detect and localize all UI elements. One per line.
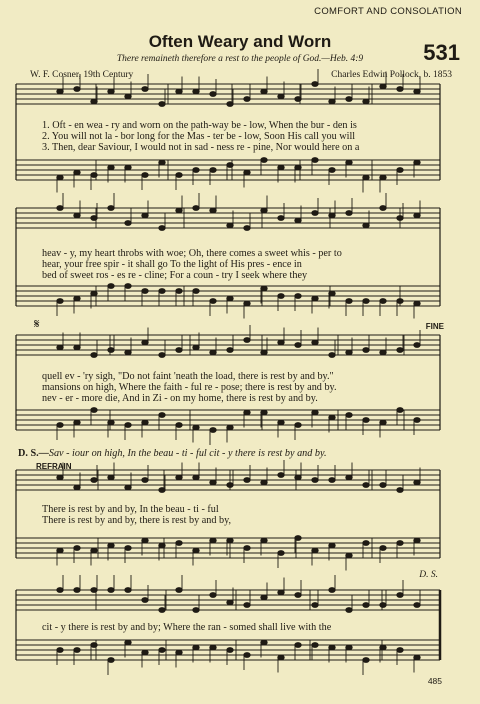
note-head — [227, 163, 233, 168]
note-head — [210, 350, 216, 355]
note-head — [176, 289, 182, 294]
note-head — [57, 299, 63, 304]
note-head — [193, 608, 199, 613]
note-head — [57, 175, 63, 180]
note-head — [125, 221, 131, 226]
note-head — [278, 94, 284, 99]
note-head — [125, 588, 131, 593]
note-head — [295, 593, 301, 598]
note-head — [57, 548, 63, 553]
note-head — [363, 175, 369, 180]
refrain-lyric-line: There is rest by and by, In the beau - ti - ful — [42, 504, 219, 515]
note-head — [74, 170, 80, 175]
note-head — [125, 423, 131, 428]
note-head — [346, 645, 352, 650]
note-head — [57, 648, 63, 653]
note-head — [414, 160, 420, 165]
note-head — [278, 551, 284, 556]
note-head — [414, 301, 420, 306]
note-head — [261, 158, 267, 163]
note-head — [346, 413, 352, 418]
note-head — [176, 173, 182, 178]
note-head — [159, 289, 165, 294]
note-head — [329, 99, 335, 104]
note-head — [397, 216, 403, 221]
note-head — [346, 97, 352, 102]
note-head — [329, 415, 335, 420]
page-number: 485 — [427, 676, 442, 686]
note-head — [125, 350, 131, 355]
note-head — [278, 420, 284, 425]
lyric-line: heav - y, my heart throbs with woe; Oh, there comes a sweet whis - per to — [42, 248, 342, 259]
note-head — [193, 289, 199, 294]
note-head — [159, 608, 165, 613]
note-head — [74, 87, 80, 92]
lyric-line: 2. You will not la - bor long for the Mas - ter be - low, Soon His call you will — [42, 131, 356, 142]
note-head — [210, 168, 216, 173]
note-head — [108, 165, 114, 170]
note-head — [91, 99, 97, 104]
note-head — [380, 645, 386, 650]
note-head — [125, 165, 131, 170]
note-head — [193, 206, 199, 211]
segno-sign: 𝄋 — [34, 316, 40, 331]
note-head — [346, 160, 352, 165]
note-head — [125, 640, 131, 645]
note-head — [125, 546, 131, 551]
note-head — [108, 475, 114, 480]
note-head — [295, 218, 301, 223]
note-head — [346, 475, 352, 480]
note-head — [227, 348, 233, 353]
note-head — [74, 648, 80, 653]
ds-text: Sav - iour on high, In the beau - ti - ful cit - y there is rest by and by. — [48, 448, 327, 459]
note-head — [108, 206, 114, 211]
note-head — [312, 211, 318, 216]
note-head — [108, 348, 114, 353]
note-head — [346, 211, 352, 216]
note-head — [227, 425, 233, 430]
note-head — [176, 541, 182, 546]
note-head — [142, 538, 148, 543]
note-head — [159, 413, 165, 418]
note-head — [414, 603, 420, 608]
note-head — [91, 478, 97, 483]
note-head — [193, 645, 199, 650]
note-head — [176, 475, 182, 480]
note-head — [414, 89, 420, 94]
note-head — [329, 168, 335, 173]
note-head — [108, 588, 114, 593]
lyric-line: nev - er - more die, And in Zi - on my home, there is rest by and by. — [42, 393, 318, 404]
note-head — [295, 475, 301, 480]
note-head — [244, 653, 250, 658]
note-head — [142, 650, 148, 655]
note-head — [295, 165, 301, 170]
note-head — [74, 213, 80, 218]
note-head — [278, 590, 284, 595]
note-head — [244, 97, 250, 102]
note-head — [329, 213, 335, 218]
note-head — [397, 299, 403, 304]
note-head — [91, 408, 97, 413]
note-head — [363, 603, 369, 608]
scripture-epigraph: There remaineth therefore a rest to the people of God.—Heb. 4:9 — [116, 54, 364, 64]
fine-marker: FINE — [425, 322, 444, 331]
note-head — [244, 338, 250, 343]
note-head — [380, 84, 386, 89]
note-head — [244, 546, 250, 551]
note-head — [193, 548, 199, 553]
note-head — [414, 480, 420, 485]
note-head — [312, 296, 318, 301]
note-head — [57, 588, 63, 593]
note-head — [363, 223, 369, 228]
note-head — [125, 284, 131, 289]
note-head — [108, 284, 114, 289]
note-head — [312, 340, 318, 345]
note-head — [210, 428, 216, 433]
note-head — [159, 648, 165, 653]
note-head — [278, 473, 284, 478]
note-head — [57, 345, 63, 350]
note-head — [414, 343, 420, 348]
note-head — [227, 483, 233, 488]
note-head — [74, 485, 80, 490]
note-head — [176, 423, 182, 428]
note-head — [397, 408, 403, 413]
note-head — [142, 173, 148, 178]
note-head — [159, 102, 165, 107]
note-head — [142, 213, 148, 218]
note-head — [125, 94, 131, 99]
note-head — [295, 536, 301, 541]
note-head — [312, 478, 318, 483]
note-head — [57, 89, 63, 94]
note-head — [363, 418, 369, 423]
note-head — [397, 541, 403, 546]
refrain-lyric-line: There is rest by and by, there is rest by and by, — [42, 515, 232, 526]
note-head — [261, 480, 267, 485]
note-head — [329, 353, 335, 358]
note-head — [227, 223, 233, 228]
lyric-line: bed of sweet ros - es re - cline; For a coun - try I seek where they — [42, 270, 308, 281]
note-head — [176, 89, 182, 94]
note-head — [363, 348, 369, 353]
note-head — [312, 158, 318, 163]
composer-credit: Charles Edwin Pollock, b. 1853 — [331, 70, 452, 80]
note-head — [57, 423, 63, 428]
note-head — [380, 206, 386, 211]
note-head — [210, 480, 216, 485]
note-head — [74, 420, 80, 425]
note-head — [193, 425, 199, 430]
note-head — [346, 299, 352, 304]
note-head — [295, 643, 301, 648]
note-head — [210, 645, 216, 650]
note-head — [261, 640, 267, 645]
note-head — [74, 546, 80, 551]
note-head — [159, 353, 165, 358]
note-head — [108, 420, 114, 425]
note-head — [159, 160, 165, 165]
note-head — [329, 588, 335, 593]
note-head — [261, 350, 267, 355]
note-head — [210, 92, 216, 97]
note-head — [57, 475, 63, 480]
note-head — [91, 216, 97, 221]
note-head — [125, 485, 131, 490]
note-head — [397, 648, 403, 653]
note-head — [397, 593, 403, 598]
ds-lyric-line — [18, 448, 480, 459]
note-head — [176, 650, 182, 655]
note-head — [261, 595, 267, 600]
note-head — [142, 87, 148, 92]
note-head — [397, 168, 403, 173]
note-head — [91, 548, 97, 553]
lyric-line: quell ev - 'ry sigh, "Do not faint 'neath the load, there is rest by and by." — [42, 371, 334, 382]
note-head — [295, 423, 301, 428]
note-head — [142, 420, 148, 425]
note-head — [244, 410, 250, 415]
note-head — [74, 345, 80, 350]
note-head — [414, 655, 420, 660]
note-head — [312, 548, 318, 553]
note-head — [244, 603, 250, 608]
note-head — [278, 294, 284, 299]
lyric-line: 3. Then, dear Saviour, I would not in sad - ness re - pine, Nor would here on a — [42, 142, 360, 153]
note-head — [108, 658, 114, 663]
note-head — [142, 289, 148, 294]
refrain-label: REFRAIN — [36, 462, 72, 471]
note-head — [244, 301, 250, 306]
note-head — [312, 603, 318, 608]
note-head — [278, 216, 284, 221]
note-head — [380, 175, 386, 180]
note-head — [261, 410, 267, 415]
note-head — [346, 608, 352, 613]
note-head — [227, 648, 233, 653]
note-head — [346, 553, 352, 558]
ds-prefix: D. S.— — [18, 448, 49, 459]
note-head — [227, 538, 233, 543]
note-head — [329, 291, 335, 296]
note-head — [329, 478, 335, 483]
note-head — [261, 89, 267, 94]
note-head — [363, 541, 369, 546]
note-head — [261, 538, 267, 543]
note-head — [261, 286, 267, 291]
note-head — [159, 543, 165, 548]
note-head — [57, 206, 63, 211]
note-head — [295, 343, 301, 348]
note-head — [380, 546, 386, 551]
ds-marker: D. S. — [419, 570, 438, 580]
note-head — [414, 213, 420, 218]
note-head — [176, 208, 182, 213]
note-head — [227, 600, 233, 605]
note-head — [329, 543, 335, 548]
note-head — [397, 488, 403, 493]
note-head — [295, 294, 301, 299]
hymn-title: Often Weary and Worn — [148, 32, 332, 51]
note-head — [108, 89, 114, 94]
note-head — [312, 82, 318, 87]
note-head — [380, 420, 386, 425]
note-head — [142, 598, 148, 603]
note-head — [193, 168, 199, 173]
note-head — [363, 299, 369, 304]
note-head — [91, 173, 97, 178]
note-head — [210, 208, 216, 213]
note-head — [210, 593, 216, 598]
note-head — [227, 296, 233, 301]
note-head — [91, 643, 97, 648]
note-head — [244, 226, 250, 231]
note-head — [142, 478, 148, 483]
note-head — [278, 165, 284, 170]
note-head — [380, 603, 386, 608]
note-head — [295, 97, 301, 102]
note-head — [74, 588, 80, 593]
note-head — [363, 99, 369, 104]
note-head — [312, 643, 318, 648]
category-heading: COMFORT AND CONSOLATION — [314, 6, 462, 17]
lyricist-credit: W. F. Cosner, 19th Century — [30, 70, 134, 80]
note-head — [159, 226, 165, 231]
note-head — [329, 645, 335, 650]
note-head — [210, 299, 216, 304]
note-head — [91, 291, 97, 296]
note-head — [414, 418, 420, 423]
note-head — [244, 170, 250, 175]
note-head — [193, 345, 199, 350]
note-head — [142, 340, 148, 345]
note-head — [193, 475, 199, 480]
lyric-line: 1. Oft - en wea - ry and worn on the path-way be - low, When the bur - den is — [42, 120, 357, 131]
note-head — [210, 538, 216, 543]
note-head — [380, 350, 386, 355]
lyric-line: hear, your free spir - it shall go To the light of His pres - ence in — [42, 259, 302, 270]
note-head — [74, 296, 80, 301]
note-head — [91, 588, 97, 593]
note-head — [244, 478, 250, 483]
note-head — [159, 488, 165, 493]
note-head — [278, 655, 284, 660]
note-head — [397, 348, 403, 353]
lyric-line: cit - y there is rest by and by; Where the ran - somed shall live with the — [42, 622, 332, 633]
note-head — [397, 87, 403, 92]
note-head — [312, 410, 318, 415]
note-head — [363, 658, 369, 663]
note-head — [380, 299, 386, 304]
note-head — [380, 483, 386, 488]
note-head — [227, 102, 233, 107]
note-head — [193, 89, 199, 94]
note-head — [363, 483, 369, 488]
note-head — [91, 353, 97, 358]
note-head — [278, 340, 284, 345]
note-head — [261, 208, 267, 213]
note-head — [176, 588, 182, 593]
hymn-number: 531 — [423, 40, 460, 65]
note-head — [176, 348, 182, 353]
note-head — [414, 538, 420, 543]
lyric-line: mansions on high, Where the faith - ful re - pose; there is rest by and by. — [42, 382, 337, 393]
note-head — [108, 543, 114, 548]
note-head — [346, 350, 352, 355]
